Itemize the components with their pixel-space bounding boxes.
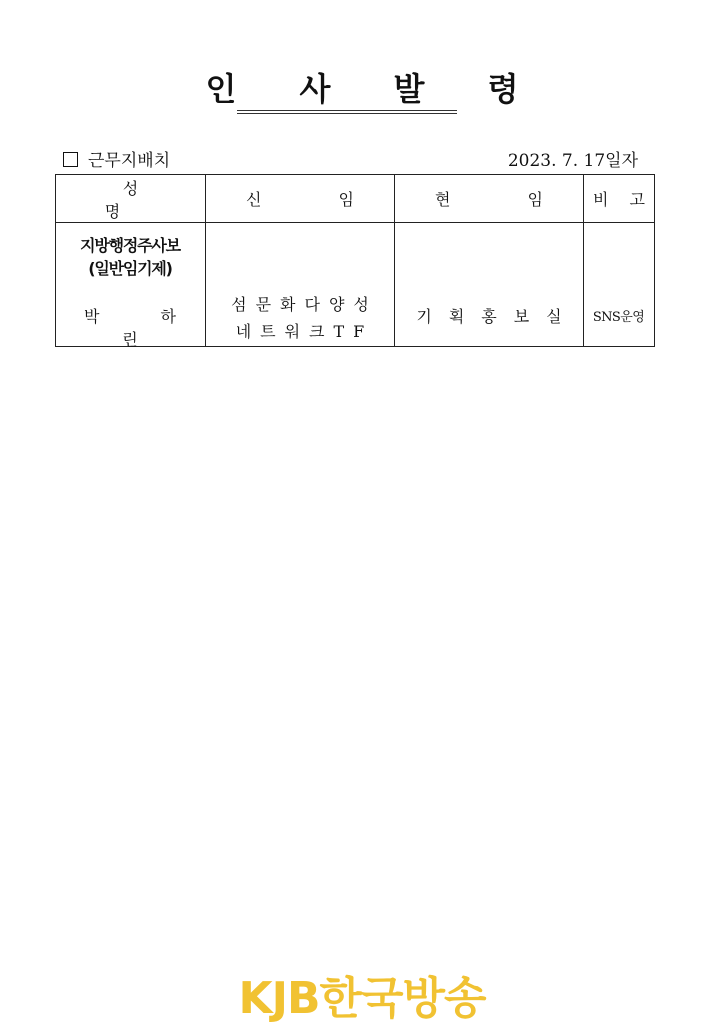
new-post-line2: 네트워크TF bbox=[235, 322, 374, 341]
section-label: 근무지배치 bbox=[88, 151, 171, 171]
rank-title: 지방행정주사보 bbox=[80, 236, 180, 255]
cell-current-post bbox=[395, 223, 584, 347]
remarks-text: SNS운영 bbox=[592, 310, 645, 325]
table-row bbox=[56, 223, 655, 347]
person-name: 박 하 린 bbox=[84, 307, 204, 349]
personnel-table bbox=[55, 174, 655, 347]
header-name: 성 명 bbox=[56, 175, 206, 223]
title-underline-double bbox=[237, 113, 457, 114]
checkbox-icon bbox=[63, 152, 78, 167]
header-current-post: 현 임 bbox=[395, 175, 584, 223]
cell-remarks bbox=[584, 223, 655, 347]
section-label-container bbox=[63, 146, 170, 171]
document-title: 인 사 발 령 bbox=[205, 70, 545, 108]
kjb-logo: KJB한국방송 bbox=[238, 973, 486, 1024]
section-header bbox=[63, 146, 638, 170]
title-underline bbox=[237, 110, 457, 111]
cell-new-post bbox=[206, 223, 395, 347]
current-post: 기획홍보실 bbox=[416, 307, 579, 326]
rank-type: (일반임기제) bbox=[88, 259, 172, 278]
header-new-post: 신 임 bbox=[206, 175, 395, 223]
order-date: 2023. 7. 17일자 bbox=[507, 151, 638, 171]
table-header-row bbox=[56, 175, 655, 223]
cell-name bbox=[56, 223, 206, 347]
header-remarks: 비 고 bbox=[584, 175, 655, 223]
new-post-line1: 섬문화다양성 bbox=[231, 295, 378, 314]
